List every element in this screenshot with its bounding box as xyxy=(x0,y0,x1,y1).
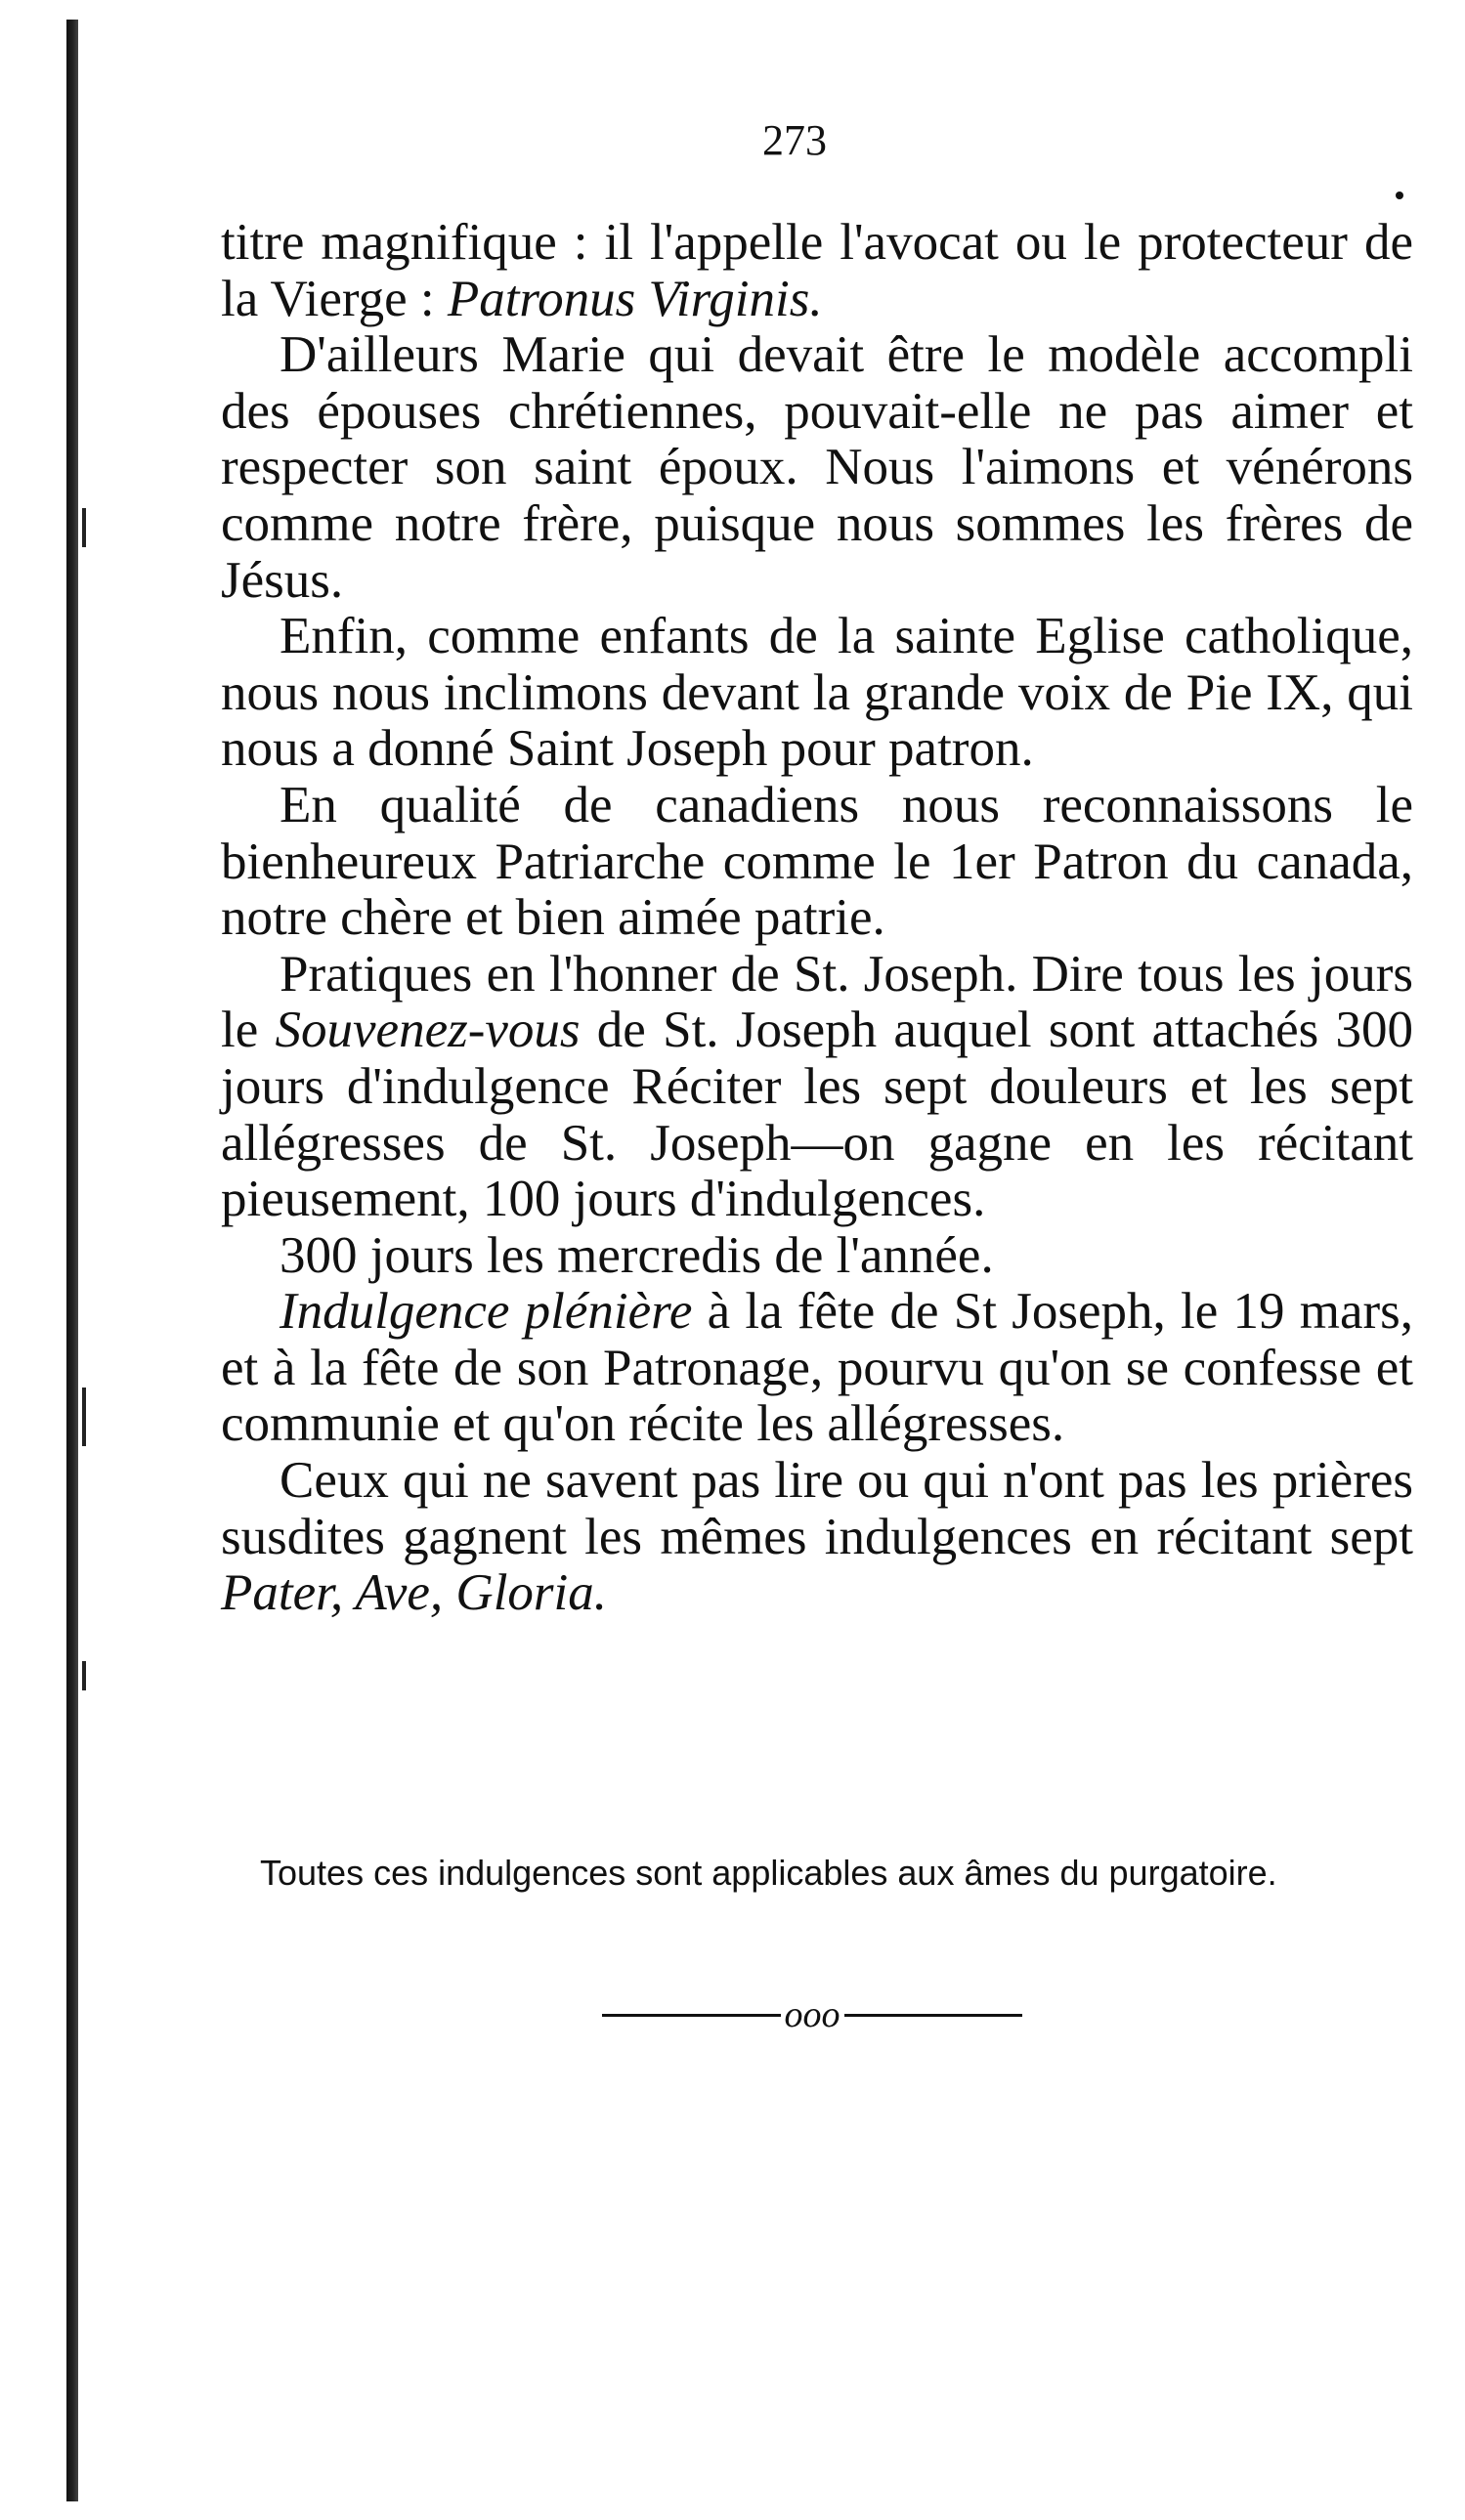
binding-edge xyxy=(66,20,78,2501)
page-number: 273 xyxy=(762,116,827,164)
italic-phrase: Souvenez-vous xyxy=(275,1002,581,1059)
binding-speck xyxy=(82,1661,86,1690)
footnote-text: Toutes ces indulgences sont applicables aux âmes du purgatoire. xyxy=(260,1853,1277,1893)
paragraph-4: En qualité de canadiens nous reconnaissons le bienheureux Patriarche comme le 1er Patron du canada, notre chère et bien aimée patrie. xyxy=(221,776,1413,947)
paragraph-8: Ceux qui ne savent pas lire ou qui n'ont pas les prières susdites gagnent les mêmes indulgences en récitant sept Pater, Ave, Gloria. xyxy=(221,1452,1413,1622)
binding-speck xyxy=(82,508,86,547)
binding-speck xyxy=(82,1388,86,1446)
paragraph-2: D'ailleurs Marie qui devait être le modèle accompli des épouses chrétiennes, pouvait-elle ne pas aimer et respecter son saint époux. Nous l'aimons et vénérons comme notre frère, puisque nous sommes les frères de Jésus. xyxy=(221,326,1413,609)
italic-phrase: Pater, Ave, Gloria. xyxy=(221,1564,608,1622)
stray-dot xyxy=(1396,192,1403,199)
italic-phrase: Patronus Virginis. xyxy=(447,270,823,327)
main-text xyxy=(221,215,1413,1622)
paragraph-7: Indulgence plénière à la fête de St Joseph, le 19 mars, et à la fête de son Patronage, pourvu qu'on se confesse et communie et qu'on récite les allégresses. xyxy=(221,1283,1413,1453)
separator-line xyxy=(602,2014,781,2017)
footnote xyxy=(221,1852,1408,1895)
paragraph-6: 300 jours les mercredis de l'année. xyxy=(280,1226,994,1284)
italic-phrase: Indulgence plénière xyxy=(280,1283,693,1341)
separator-mark: ooo xyxy=(784,1994,840,2035)
section-separator xyxy=(602,1993,1022,2036)
paragraph-5: Pratiques en l'honner de St. Joseph. Dire tous les jours le Souvenez-vous de St. Joseph auquel sont attachés 300 jours d'indulgence Réciter les sept douleurs et les sept allégresses de St. Joseph—on gagne en les récitant pieusement, 100 jours d'indulgences. xyxy=(221,945,1414,1228)
separator-line xyxy=(844,2014,1023,2017)
paragraph-1: titre magnifique : il l'appelle l'avocat ou le protecteur de la Vierge : Patronus Virginis. xyxy=(221,214,1413,327)
paragraph-3: Enfin, comme enfants de la sainte Eglise catholique, nous nous inclimons devant la grande voix de Pie IX, qui nous a donné Saint Joseph pour patron. xyxy=(221,608,1413,778)
